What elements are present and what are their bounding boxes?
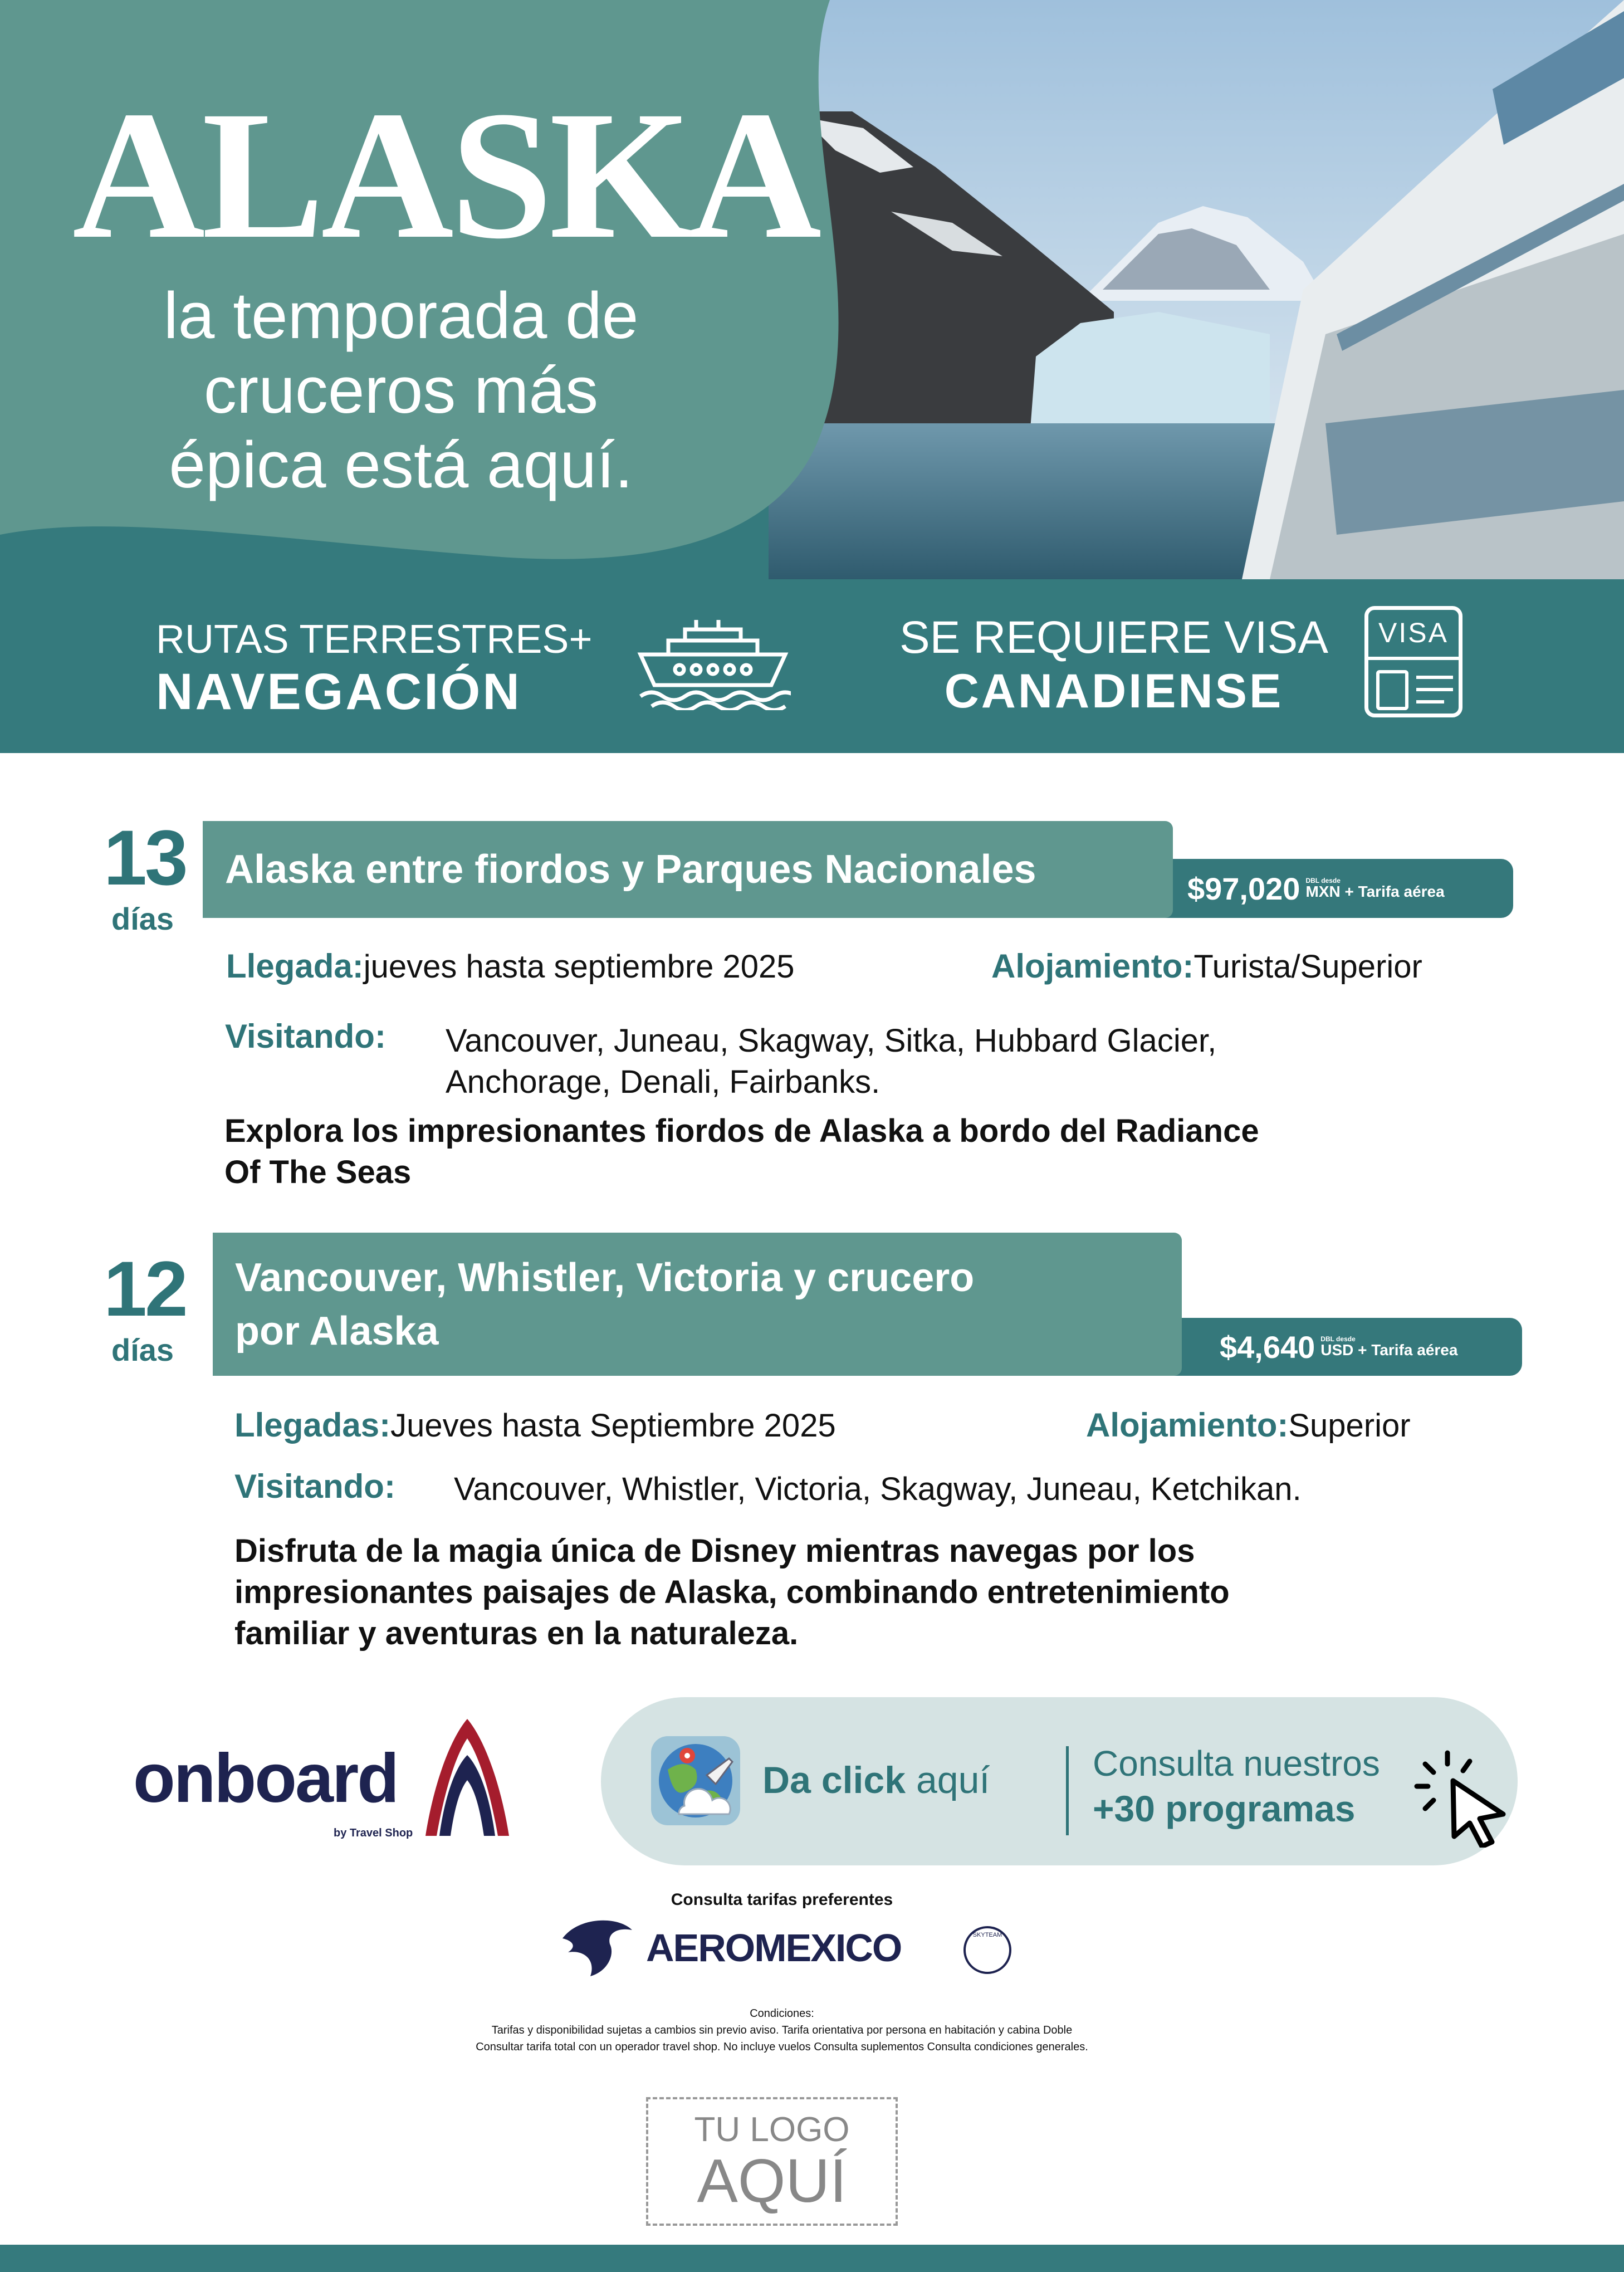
program-title-bar [213,1233,1182,1376]
visiting-label: Visitando: [225,1018,386,1055]
lodging-value: Turista/Superior [1193,949,1422,985]
globe-travel-icon [645,1731,746,1831]
lodging-value: Superior [1288,1408,1411,1444]
cruise-ship-icon [635,615,791,710]
days-label: días [111,1332,174,1367]
cta-divider [1066,1746,1069,1835]
program-title: por Alaska [235,1308,439,1354]
program-description: Explora los impresionantes fiordos de Alaska a bordo del Radiance Of The Seas [224,1113,1259,1190]
days-number: 12 [104,1245,186,1332]
brand-name: onboard [133,1740,398,1817]
visiting-label: Visitando: [234,1468,395,1505]
navigation-label: NAVEGACIÓN [156,663,522,720]
conditions-text: Consultar tarifa total con un operador travel shop. No incluye vuelos Consulta suplementos Consulta condiciones generales. [476,2041,1088,2053]
visa-icon-text: VISA [1378,617,1449,648]
lodging-label: Alojamiento: [1086,1406,1289,1444]
price-note: DBL desde [1305,877,1341,885]
lodging-label: Alojamiento: [991,947,1194,985]
price-currency: USD + Tarifa aérea [1320,1341,1458,1359]
program-title-bar [203,821,1173,918]
cruise-glacier-photo [769,0,1624,579]
subtitle [56,278,746,502]
onboard-arch-icon [423,1716,512,1839]
onboard-logo [133,1716,512,1855]
aeromexico-eagle-icon [557,1916,635,1977]
arrival-value: Jueves hasta Septiembre 2025 [390,1408,836,1444]
days-number: 13 [104,814,186,901]
brand-tagline: by Travel Shop [334,1827,413,1839]
arrival-row [226,947,795,985]
lodging-row [991,947,1422,985]
airline-name: AEROMEXICO [646,1926,902,1970]
routes-label: RUTAS TERRESTRES+ [156,617,593,662]
visa-country-label: CANADIENSE [944,665,1284,718]
days-label: días [111,901,174,936]
airline-note: Consulta tarifas preferentes [671,1890,893,1909]
aeromexico-logo [557,1916,1025,1977]
price-value: $97,020 [1187,871,1300,906]
price-value: $4,640 [1220,1329,1315,1365]
logo-placeholder [646,2097,898,2226]
cta-consult-line: Consulta nuestros [1093,1743,1380,1784]
logo-placeholder-line: TU LOGO [694,2110,850,2149]
conditions [0,2005,1564,2055]
visiting-value: Vancouver, Juneau, Skagway, Sitka, Hubbard Glacier, Anchorage, Denali, Fairbanks. [446,1023,1217,1100]
arrival-row [234,1406,836,1444]
page-title: ALASKA [72,74,819,277]
subtitle-line: cruceros más [203,354,599,427]
conditions-text: Tarifas y disponibilidad sujetas a cambios sin previo aviso. Tarifa orientativa por persona en habitación y cabina Doble [491,2024,1073,2036]
visa-icon [1364,606,1462,717]
cta-programs-count: +30 programas [1093,1788,1356,1829]
programs-cta-button[interactable] [601,1697,1518,1865]
price-currency: MXN + Tarifa aérea [1305,883,1445,900]
visa-required-label: SE REQUIERE VISA [899,612,1329,663]
arrival-label: Llegadas: [234,1406,391,1444]
price-note: DBL desde [1320,1335,1356,1343]
skyteam-logo: SKYTEAM [963,1926,1011,1974]
program-title: Vancouver, Whistler, Victoria y crucero [235,1255,975,1300]
price-tag [1158,859,1513,918]
subtitle-line: la temporada de [163,279,639,353]
program-description: Disfruta de la magia única de Disney mientras navegas por los impresionantes paisajes de Alaska, combinando entretenimiento familiar y aventuras en la naturaleza. [234,1533,1230,1652]
footer-bar [0,2245,1624,2272]
arrival-label: Llegada: [226,947,364,985]
arrival-value: jueves hasta septiembre 2025 [363,949,795,985]
program-title: Alaska entre fiordos y Parques Nacionales [225,847,1036,892]
cursor-click-icon [1414,1747,1514,1848]
hero-header [0,0,1624,753]
conditions-title: Condiciones: [750,2007,814,2020]
lodging-row [1086,1406,1411,1444]
subtitle-line: épica está aquí. [169,428,633,502]
visiting-value: Vancouver, Whistler, Victoria, Skagway, Juneau, Ketchikan. [454,1471,1302,1507]
da-click-text: Da click aquí [762,1759,990,1801]
price-tag [1170,1318,1522,1376]
logo-placeholder-line: AQUÍ [697,2147,847,2215]
